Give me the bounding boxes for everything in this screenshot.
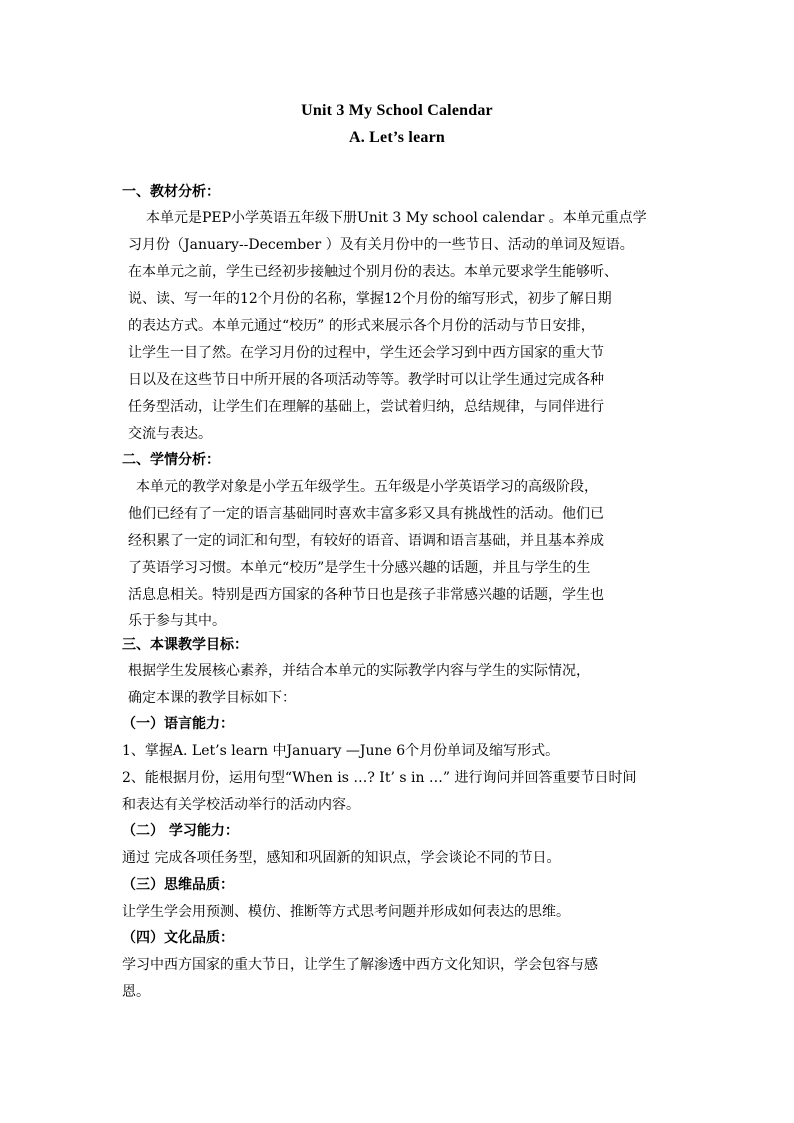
- paragraph-line: 习月份（January--December ）及有关月份中的一些节日、活动的单词及短语。: [128, 237, 634, 253]
- paragraph-line: 本单元是PEP小学英语五年级下册Unit 3 My school calendar 。本单元重点学: [146, 210, 647, 226]
- paragraph-line: 的表达方式。本单元通过“校历” 的形式来展示各个月份的活动与节日安排，: [128, 318, 595, 334]
- paragraph-line: 他们已经有了一定的语言基础同时喜欢丰富多彩又具有挑战性的活动。他们已: [128, 506, 604, 522]
- paragraph-line: 让学生一目了然。在学习月份的过程中，学生还会学习到中西方国家的重大节: [128, 345, 604, 361]
- paragraph-line: 学习中西方国家的重大节日，让学生了解渗透中西方文化知识，学会包容与感: [122, 957, 598, 973]
- section-heading-textbook-analysis: 一、教材分析：: [122, 184, 220, 200]
- paragraph-line: 任务型活动，让学生们在理解的基础上，尝试着归纳，总结规律，与同伴进行: [128, 399, 604, 415]
- paragraph-line: 和表达有关学校活动举行的活动内容。: [122, 797, 360, 813]
- paragraph-line: 让学生学会用预测、模仿、推断等方式思考问题并形成如何表达的思维。: [122, 904, 570, 920]
- paragraph-line: 说、读、写一年的12个月份的名称，掌握12个月份的缩写形式，初步了解日期: [128, 291, 612, 307]
- paragraph-line: 通过 完成各项任务型，感知和巩固新的知识点，学会谈论不同的节日。: [122, 850, 561, 866]
- paragraph-line: 活息息相关。特别是西方国家的各种节日也是孩子非常感兴趣的话题，学生也: [128, 587, 604, 603]
- paragraph-line: 2、能根据月份，运用句型“When is …? It’ s in …” 进行询问并回答重要节日时间: [122, 770, 637, 786]
- subsection-heading-language-ability: （一）语言能力：: [122, 716, 234, 732]
- subsection-heading-thinking-quality: （三）思维品质：: [122, 877, 234, 893]
- section-heading-teaching-goals: 三、本课教学目标：: [122, 637, 248, 653]
- paragraph-line: 日以及在这些节日中所开展的各项活动等等。教学时可以让学生通过完成各种: [128, 372, 604, 388]
- section-heading-student-analysis: 二、学情分析：: [122, 452, 220, 468]
- document-title: Unit 3 My School Calendar: [301, 102, 493, 119]
- paragraph-line: 在本单元之前，学生已经初步接触过个别月份的表达。本单元要求学生能够听、: [128, 264, 618, 280]
- document-subtitle: A. Let’s learn: [349, 129, 445, 146]
- paragraph-line: 交流与表达。: [128, 426, 212, 442]
- paragraph-line: 经积累了一定的词汇和句型，有较好的语音、语调和语言基础，并且基本养成: [128, 533, 604, 549]
- paragraph-line: 确定本课的教学目标如下：: [128, 690, 296, 706]
- paragraph-line: 根据学生发展核心素养，并结合本单元的实际教学内容与学生的实际情况，: [128, 663, 590, 679]
- paragraph-line: 乐于参与其中。: [128, 613, 226, 629]
- paragraph-line: 1、掌握A. Let’s learn 中January —June 6个月份单词及缩写形式。: [122, 743, 560, 759]
- subsection-heading-cultural-quality: （四）文化品质：: [122, 930, 234, 946]
- subsection-heading-learning-ability: （二） 学习能力：: [122, 823, 239, 839]
- paragraph-line: 本单元的教学对象是小学五年级学生。五年级是小学英语学习的高级阶段，: [136, 479, 598, 495]
- paragraph-line: 了英语学习习惯。本单元“校历”是学生十分感兴趣的话题，并且与学生的生: [128, 560, 591, 576]
- paragraph-line: 恩。: [122, 984, 150, 1000]
